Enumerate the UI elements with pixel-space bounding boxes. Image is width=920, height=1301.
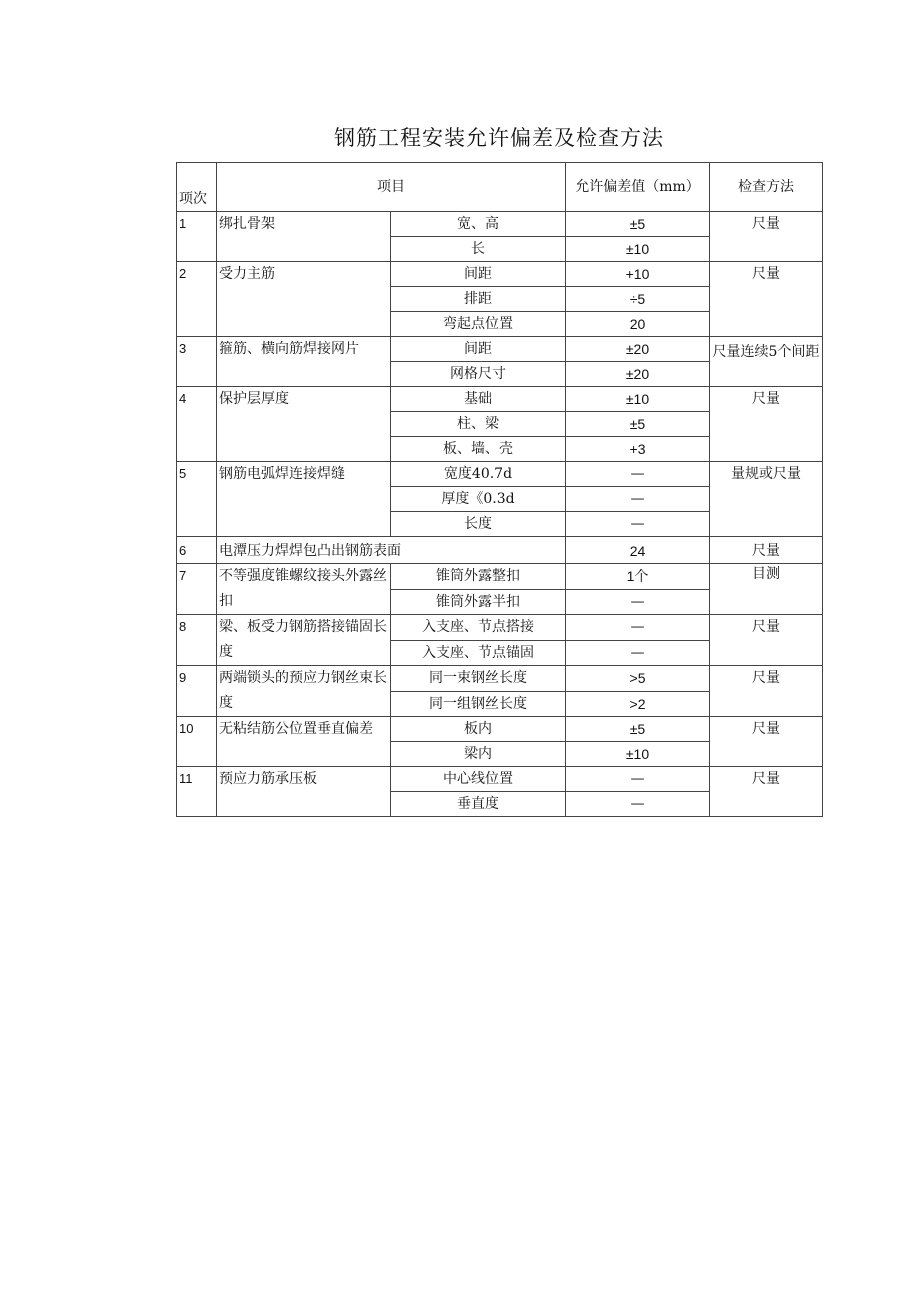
row-sub: 网格尺寸: [391, 362, 566, 387]
row-sub: 弯起点位置: [391, 312, 566, 337]
row-value: —: [566, 512, 710, 537]
row-idx: 11: [177, 767, 217, 817]
row-value: —: [566, 589, 710, 615]
row-name: 钢筋电弧焊连接焊缝: [217, 462, 391, 537]
table-row: [177, 717, 823, 742]
row-method: 目测: [710, 564, 823, 615]
row-value: ±20: [566, 337, 710, 362]
row-name: 梁、板受力钢筋搭接锚固长度: [217, 615, 391, 666]
table-row: [177, 337, 823, 362]
row-value: ±10: [566, 237, 710, 262]
tolerance-table: [176, 162, 823, 817]
row-value: +3: [566, 437, 710, 462]
row-idx: 9: [177, 666, 217, 717]
row-value: 1个: [566, 564, 710, 590]
row-value: >2: [566, 691, 710, 717]
row-sub: 中心线位置: [391, 767, 566, 792]
row-name: 无粘结筋公位置垂直偏差: [217, 717, 391, 767]
row-method: 尺量连续5个间距: [710, 337, 823, 387]
page-title: 钢筋工程安装允许偏差及检查方法: [334, 126, 664, 150]
row-value: >5: [566, 666, 710, 692]
row-sub: 垂直度: [391, 792, 566, 817]
row-value: —: [566, 615, 710, 641]
row-value: ±10: [566, 387, 710, 412]
row-name: 电潭压力焊焊包凸出钢筋表面: [217, 537, 566, 564]
table-row: [177, 767, 823, 792]
row-method: 尺量: [710, 212, 823, 262]
row-idx: 4: [177, 387, 217, 462]
table-row: [177, 387, 823, 412]
row-idx: 10: [177, 717, 217, 767]
row-value: ÷5: [566, 287, 710, 312]
table-row: [177, 615, 823, 641]
row-sub: 间距: [391, 337, 566, 362]
header-idx: 项次: [177, 163, 217, 212]
row-idx: 1: [177, 212, 217, 262]
row-value: ±5: [566, 717, 710, 742]
table-row: [177, 212, 823, 237]
row-name: 不等强度锥螺纹接头外露丝扣: [217, 564, 391, 615]
row-name: 受力主筋: [217, 262, 391, 337]
row-name: 箍筋、横向筋焊接网片: [217, 337, 391, 387]
row-sub: 同一组钢丝长度: [391, 691, 566, 717]
row-name: 绑扎骨架: [217, 212, 391, 262]
row-value: +10: [566, 262, 710, 287]
row-sub: 厚度《0.3d: [391, 487, 566, 512]
row-idx: 3: [177, 337, 217, 387]
row-method: 尺量: [710, 387, 823, 462]
header-tolerance: 允许偏差值（mm）: [566, 163, 710, 212]
row-sub: 入支座、节点搭接: [391, 615, 566, 641]
row-name: 两端锁头的预应力钢丝束长度: [217, 666, 391, 717]
row-name: 保护层厚度: [217, 387, 391, 462]
row-sub: 长度: [391, 512, 566, 537]
row-value: ±10: [566, 742, 710, 767]
row-method: 量规或尺量: [710, 462, 823, 537]
row-value: —: [566, 767, 710, 792]
row-sub: 锥筒外露半扣: [391, 589, 566, 615]
row-sub: 入支座、节点锚固: [391, 640, 566, 666]
row-value: —: [566, 487, 710, 512]
row-method: 尺量: [710, 717, 823, 767]
table-row: [177, 537, 823, 564]
row-value: ±5: [566, 212, 710, 237]
table-row: [177, 262, 823, 287]
row-idx: 6: [177, 537, 217, 564]
row-value: —: [566, 462, 710, 487]
row-value: ±20: [566, 362, 710, 387]
row-idx: 2: [177, 262, 217, 337]
row-sub: 排距: [391, 287, 566, 312]
row-value: —: [566, 640, 710, 666]
row-method: 尺量: [710, 537, 823, 564]
row-sub: 板、墙、壳: [391, 437, 566, 462]
row-sub: 宽、高: [391, 212, 566, 237]
row-sub: 梁内: [391, 742, 566, 767]
row-sub: 同一束钢丝长度: [391, 666, 566, 692]
table-row: [177, 666, 823, 692]
header-item: 项目: [217, 163, 566, 212]
table-header-row: [177, 163, 823, 212]
row-sub: 宽度40.7d: [391, 462, 566, 487]
row-sub: 基础: [391, 387, 566, 412]
row-sub: 板内: [391, 717, 566, 742]
row-name: 预应力筋承压板: [217, 767, 391, 817]
row-sub: 柱、梁: [391, 412, 566, 437]
table-row: [177, 564, 823, 590]
row-idx: 7: [177, 564, 217, 615]
table-row: [177, 462, 823, 487]
row-value: 20: [566, 312, 710, 337]
row-sub: 间距: [391, 262, 566, 287]
row-sub: 锥筒外露整扣: [391, 564, 566, 590]
row-idx: 5: [177, 462, 217, 537]
row-method: 尺量: [710, 615, 823, 666]
row-value: 24: [566, 537, 710, 564]
header-method: 检查方法: [710, 163, 823, 212]
row-value: ±5: [566, 412, 710, 437]
row-method: 尺量: [710, 767, 823, 817]
row-method: 尺量: [710, 262, 823, 337]
row-method: 尺量: [710, 666, 823, 717]
row-value: —: [566, 792, 710, 817]
row-sub: 长: [391, 237, 566, 262]
row-idx: 8: [177, 615, 217, 666]
